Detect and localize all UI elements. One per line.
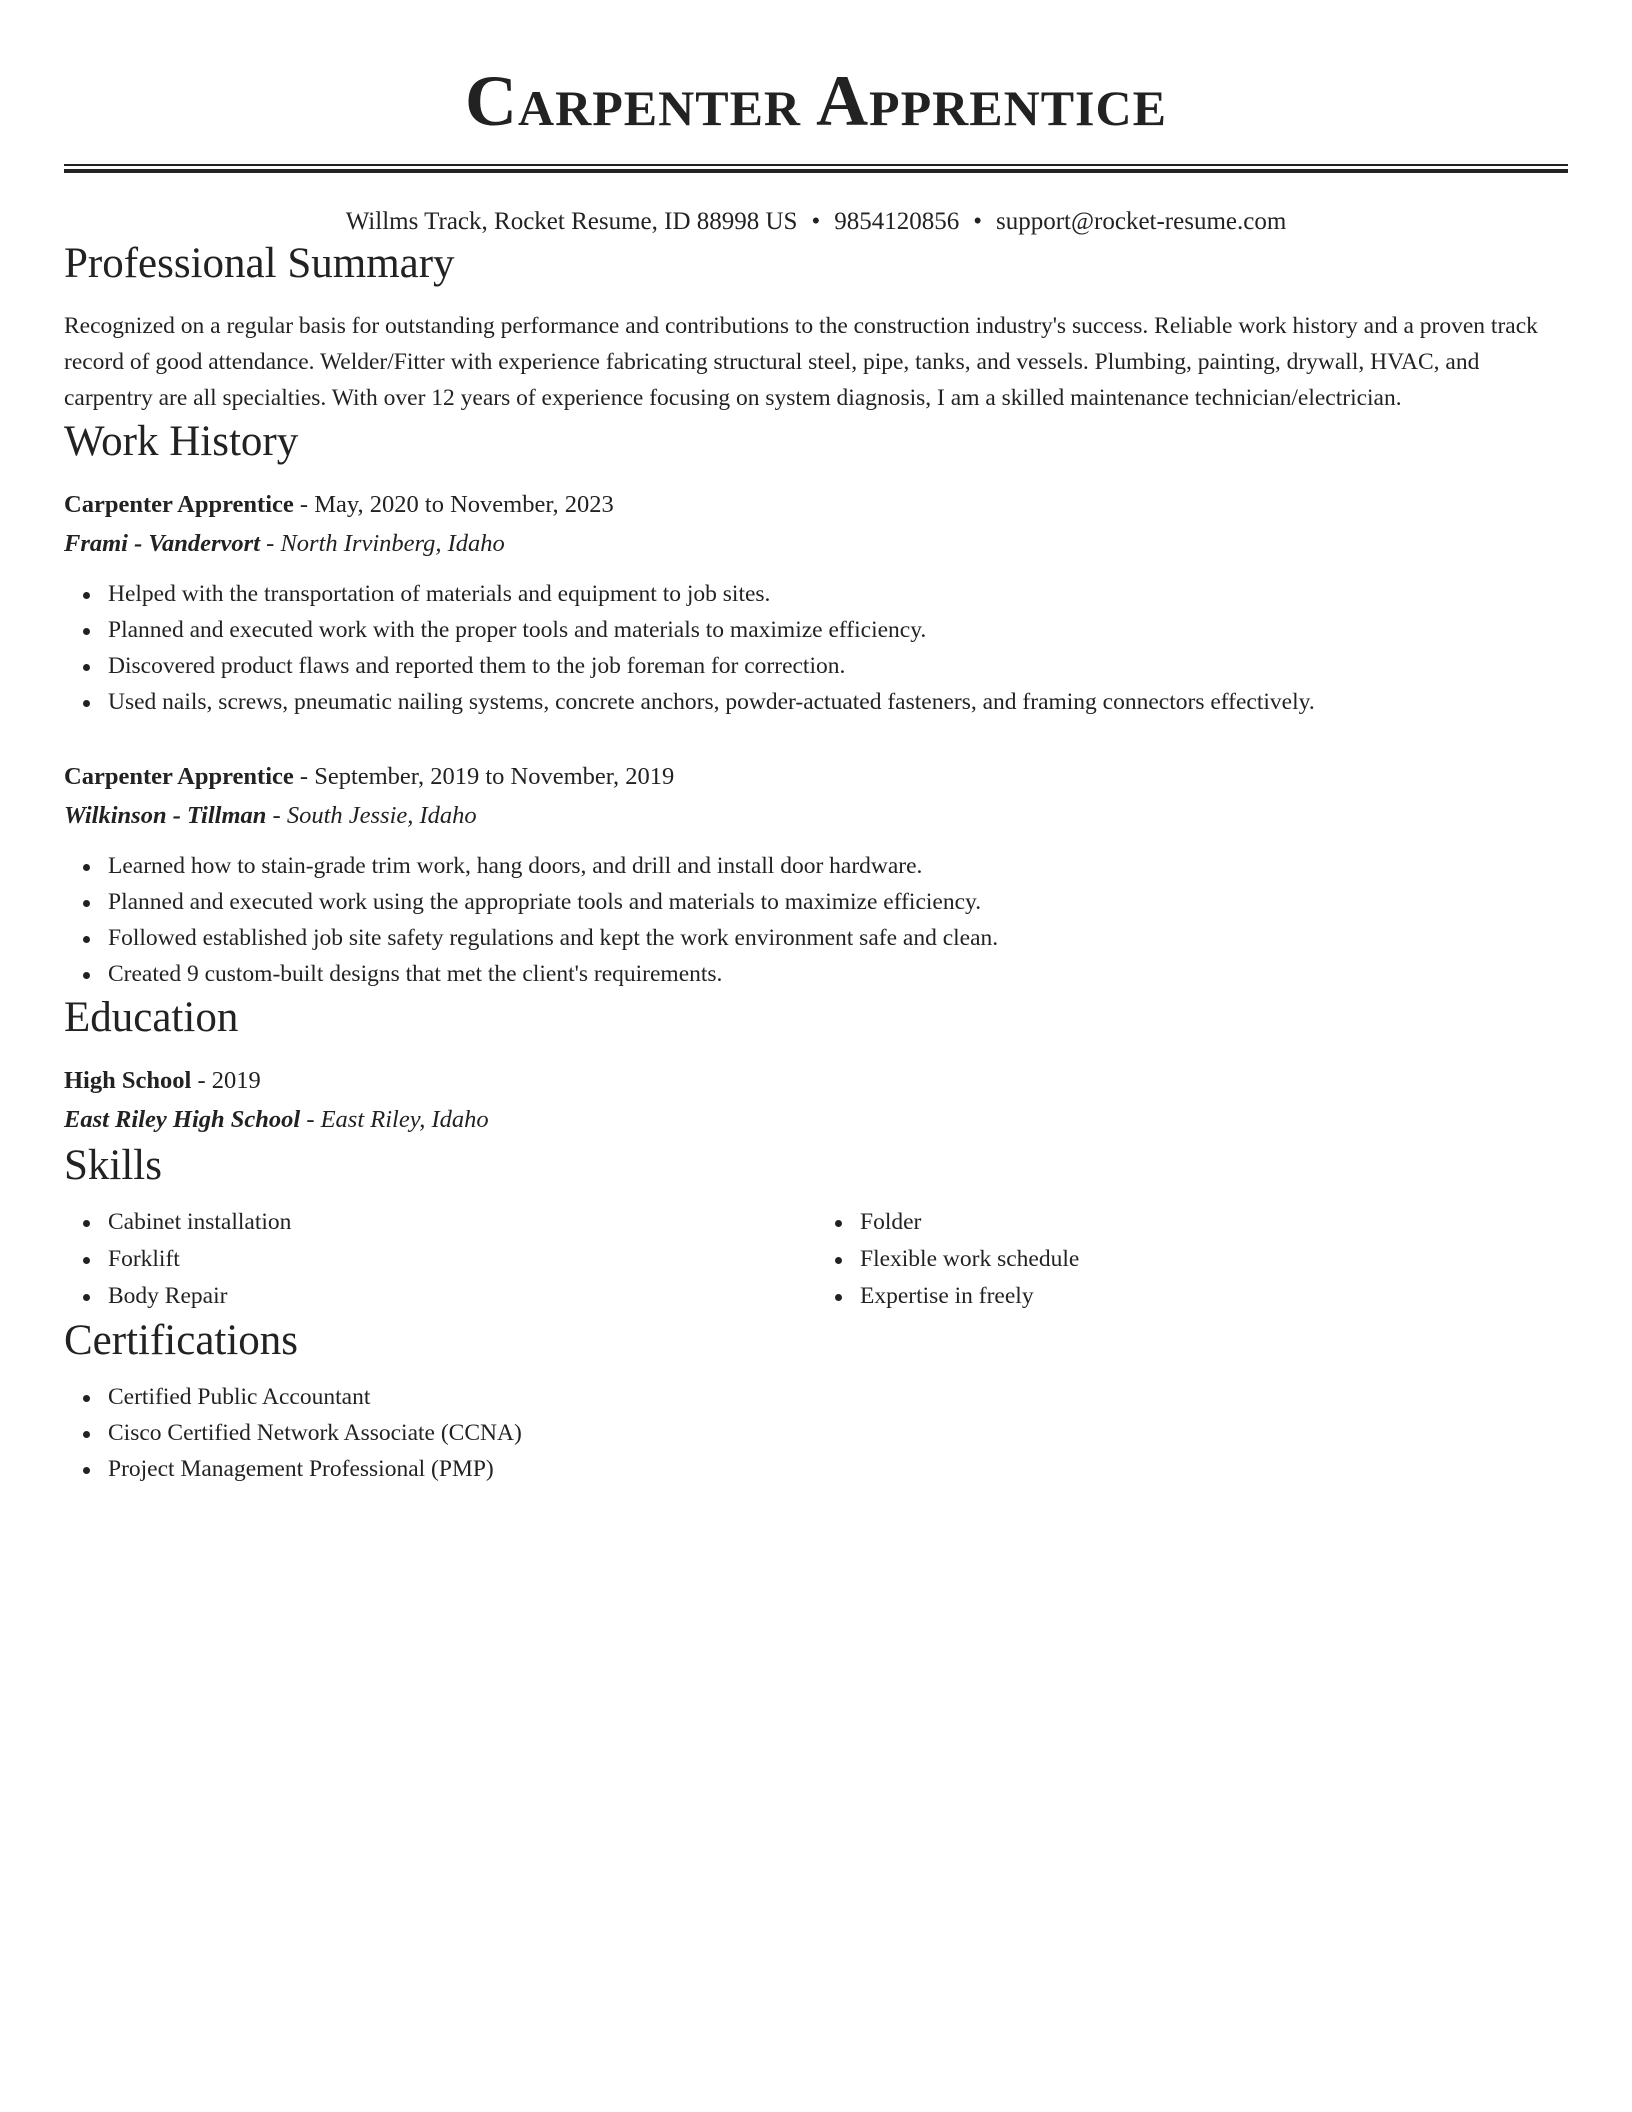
contact-separator: • [811,208,821,235]
job-title-line [64,486,1568,524]
skills-right-column [816,1204,1568,1315]
employer-line [64,524,1568,564]
summary-heading: Professional Summary [64,240,455,287]
school-line [64,1100,1568,1140]
list-item: Folder [860,1204,1568,1241]
certifications-list [64,1379,1568,1487]
list-item: Created 9 custom-built designs that met the client's requirements. [108,956,1568,992]
list-item: Cabinet installation [108,1204,816,1241]
school-location: - East Riley, Idaho [300,1106,489,1133]
skills-left-column [64,1204,816,1315]
education-heading: Education [64,994,239,1041]
degree: High School [64,1067,192,1094]
certifications-heading: Certifications [64,1317,299,1364]
list-item: Used nails, screws, pneumatic nailing systems, concrete anchors, powder-actuated fasteners, and framing connectors effectively. [108,684,1568,720]
job-entry [64,486,1568,720]
employer-name: Frami - Vandervort [64,530,261,557]
job-entry [64,758,1568,992]
degree-line [64,1062,1568,1100]
list-item: Cisco Certified Network Associate (CCNA) [108,1415,1568,1451]
employer-line [64,796,1568,836]
education-entry [64,1062,1568,1140]
summary-text: Recognized on a regular basis for outstanding performance and contributions to the construction industry's success. Reliable work history and a proven track record of good attendance. Welder/Fitter with experience fabricating structural steel, pipe, tanks, and vessels. Plumbing, painting, drywall, HVAC, and carpentry are all specialties. With over 12 years of experience focusing on system diagnosis, I am a skilled maintenance technician/electrician. [64,313,1538,411]
contact-phone: 9854120856 [834,208,960,235]
school-name: East Riley High School [64,1106,301,1133]
employer-name: Wilkinson - Tillman [64,802,267,829]
employer-location: - North Irvinberg, Idaho [260,530,505,557]
list-item: Planned and executed work using the appropriate tools and materials to maximize efficiency. [108,884,1568,920]
list-item: Followed established job site safety regulations and kept the work environment safe and clean. [108,920,1568,956]
job-title: Carpenter Apprentice [64,491,294,518]
list-item: Planned and executed work with the proper tools and materials to maximize efficiency. [108,612,1568,648]
list-item: Helped with the transportation of materials and equipment to job sites. [108,576,1568,612]
graduation-year: - 2019 [191,1067,261,1094]
list-item: Forklift [108,1241,816,1278]
skills-grid [64,1204,1568,1315]
contact-address: Willms Track, Rocket Resume, ID 88998 US [345,208,798,235]
contact-line [64,206,1568,238]
job-title: Carpenter Apprentice [64,763,294,790]
job-title-line [64,758,1568,796]
resume-title: Carpenter Apprentice [465,61,1167,141]
list-item: Flexible work schedule [860,1241,1568,1278]
skills-heading: Skills [64,1142,162,1189]
list-item: Body Repair [108,1278,816,1315]
list-item: Project Management Professional (PMP) [108,1451,1568,1487]
job-bullets [64,576,1568,720]
list-item: Learned how to stain-grade trim work, hang doors, and drill and install door hardware. [108,848,1568,884]
job-dates: - May, 2020 to November, 2023 [293,491,614,518]
work-history-heading: Work History [64,418,299,465]
list-item: Discovered product flaws and reported them to the job foreman for correction. [108,648,1568,684]
contact-email: support@rocket-resume.com [996,208,1287,235]
title-divider [64,164,1568,173]
list-item: Expertise in freely [860,1278,1568,1315]
list-item: Certified Public Accountant [108,1379,1568,1415]
job-bullets [64,848,1568,992]
job-dates: - September, 2019 to November, 2019 [293,763,675,790]
employer-location: - South Jessie, Idaho [266,802,477,829]
contact-separator: • [973,208,982,235]
